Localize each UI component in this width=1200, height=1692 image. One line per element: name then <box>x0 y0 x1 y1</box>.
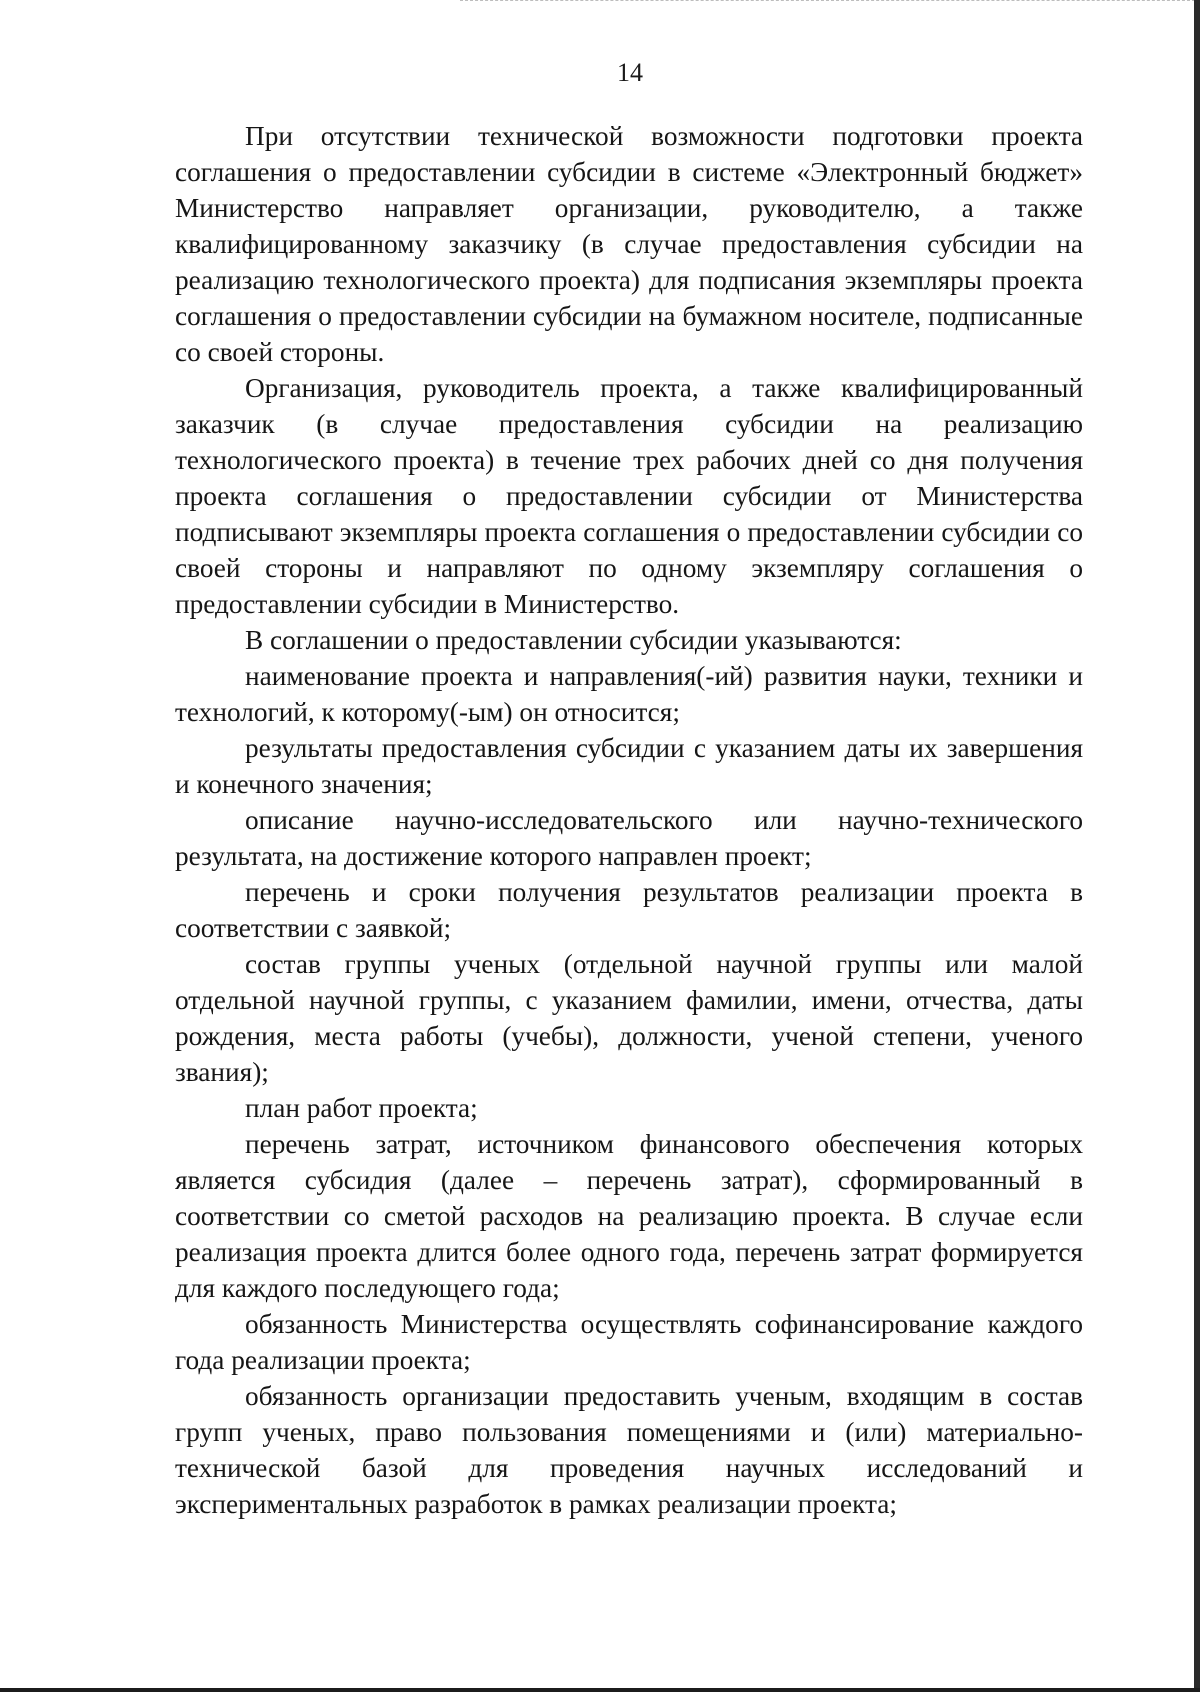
scan-right-edge <box>1194 0 1200 1692</box>
list-item: перечень затрат, источником финансового обеспечения которых является субсидия (далее – перечень затрат), сформированный в соответствии со сметой расходов на реализацию проекта. В случае если реализация проекта длится более одного года, перечень затрат формируется для каждого последующего года; <box>175 1129 1083 1303</box>
document-body <box>175 118 1083 1522</box>
list-item: обязанность Министерства осуществлять софинансирование каждого года реализации проекта; <box>175 1309 1083 1375</box>
page-number: 14 <box>617 58 643 87</box>
scan-bottom-edge <box>0 1688 1200 1692</box>
list-item: результаты предоставления субсидии с указанием даты их завершения и конечного значения; <box>175 733 1083 799</box>
list-item: наименование проекта и направления(-ий) развития науки, техники и технологий, к которому(-ым) он относится; <box>175 661 1083 727</box>
list-item: описание научно-исследовательского или научно-технического результата, на достижение которого направлен проект; <box>175 805 1083 871</box>
paragraph: В соглашении о предоставлении субсидии указываются: <box>245 625 902 655</box>
list-item: состав группы ученых (отдельной научной группы или малой отдельной научной группы, с указанием фамилии, имени, отчества, даты рождения, места работы (учебы), должности, ученой степени, ученого звания); <box>175 949 1083 1087</box>
paragraph: Организация, руководитель проекта, а также квалифицированный заказчик (в случае предоставления субсидии на реализацию технологического проекта) в течение трех рабочих дней со дня получения проекта соглашения о предоставлении субсидии от Министерства подписывают экземпляры проекта соглашения о предоставлении субсидии со своей стороны и направляют по одному экземпляру соглашения о предоставлении субсидии в Министерство. <box>175 373 1083 619</box>
list-item: план работ проекта; <box>245 1093 478 1123</box>
paragraph: При отсутствии технической возможности подготовки проекта соглашения о предоставлении субсидии в системе «Электронный бюджет» Министерство направляет организации, руководителю, а также квалифицированному заказчику (в случае предоставления субсидии на реализацию технологического проекта) для подписания экземпляры проекта соглашения о предоставлении субсидии на бумажном носителе, подписанные со своей стороны. <box>175 121 1083 367</box>
list-item: обязанность организации предоставить ученым, входящим в состав групп ученых, право пользования помещениями и (или) материально-технической базой для проведения научных исследований и экспериментальных разработок в рамках реализации проекта; <box>175 1381 1083 1519</box>
list-item: перечень и сроки получения результатов реализации проекта в соответствии с заявкой; <box>175 877 1083 943</box>
scan-top-edge <box>460 0 1200 3</box>
